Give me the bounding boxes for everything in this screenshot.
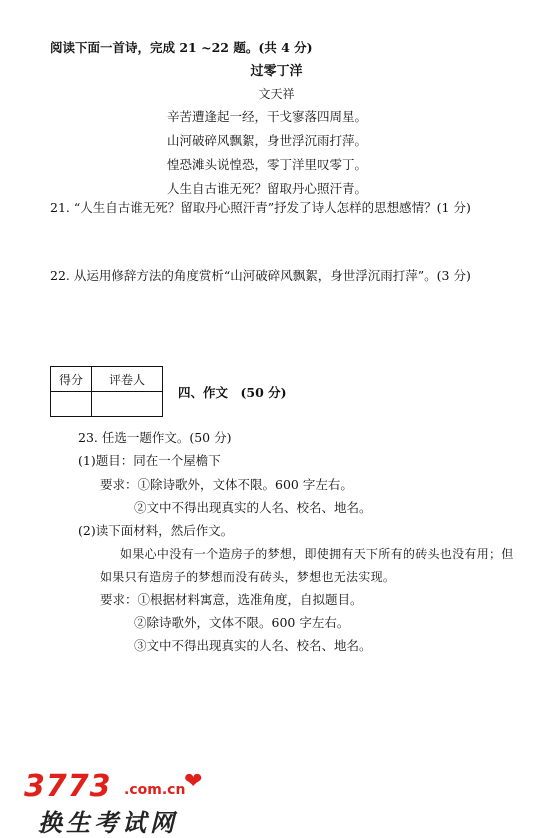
poem-line-3: 惶恐滩头说惶恐，零丁洋里叹零丁。 xyxy=(167,157,368,172)
question-21: 21. “人生自古谁无死？留取丹心照汗青”抒发了诗人怎样的思想感情？(1 分) xyxy=(50,200,471,215)
section-intro: 阅读下面一首诗，完成 21 ~22 题。(共 4 分) xyxy=(50,40,313,55)
option-2-title: (2)读下面材料，然后作文。 xyxy=(78,523,234,538)
option-2-req-1: 要求：①根据材料寓意，选准角度，自拟题目。 xyxy=(100,592,363,607)
score-cell xyxy=(51,392,92,417)
option-1-req-2: ②文中不得出现真实的人名、校名、地名。 xyxy=(134,500,372,515)
heart-icon: ❤ xyxy=(184,769,203,794)
option-2-req-2: ②除诗歌外，文体不限。600 字左右。 xyxy=(134,615,350,630)
option-2-req-3: ③文中不得出现真实的人名、校名、地名。 xyxy=(134,638,372,653)
section-4-heading: 四、作文 (50 分) xyxy=(178,385,287,400)
option-1-req-1: 要求：①除诗歌外，文体不限。600 字左右。 xyxy=(100,477,353,492)
site-watermark-logo xyxy=(24,769,264,835)
poem-title: 过零丁洋 xyxy=(250,64,303,79)
logo-subtitle: 换生考试网 xyxy=(38,808,178,837)
grader-header: 评卷人 xyxy=(92,367,163,392)
poem-line-2: 山河破碎风飘絮，身世浮沉雨打萍。 xyxy=(167,133,368,148)
question-22: 22. 从运用修辞方法的角度赏析“山河破碎风飘絮，身世浮沉雨打萍”。(3 分) xyxy=(50,268,471,283)
poem-author: 文天祥 xyxy=(258,87,295,101)
poem-line-1: 辛苦遭逢起一经，干戈寥落四周星。 xyxy=(167,109,368,124)
score-header: 得分 xyxy=(51,367,92,392)
logo-domain: .com.cn xyxy=(124,782,186,798)
score-table xyxy=(50,366,163,417)
grader-cell xyxy=(92,392,163,417)
option-1-title: (1)题目：同在一个屋檐下 xyxy=(78,453,221,468)
material-line-2: 如果只有造房子的梦想而没有砖头，梦想也无法实现。 xyxy=(100,570,396,584)
question-23: 23. 任选一题作文。(50 分) xyxy=(78,430,232,445)
material-line-1: 如果心中没有一个造房子的梦想，即使拥有天下所有的砖头也没有用；但 xyxy=(120,547,514,561)
poem-line-4: 人生自古谁无死？留取丹心照汗青。 xyxy=(167,181,368,196)
logo-number: 3773 xyxy=(24,769,112,804)
